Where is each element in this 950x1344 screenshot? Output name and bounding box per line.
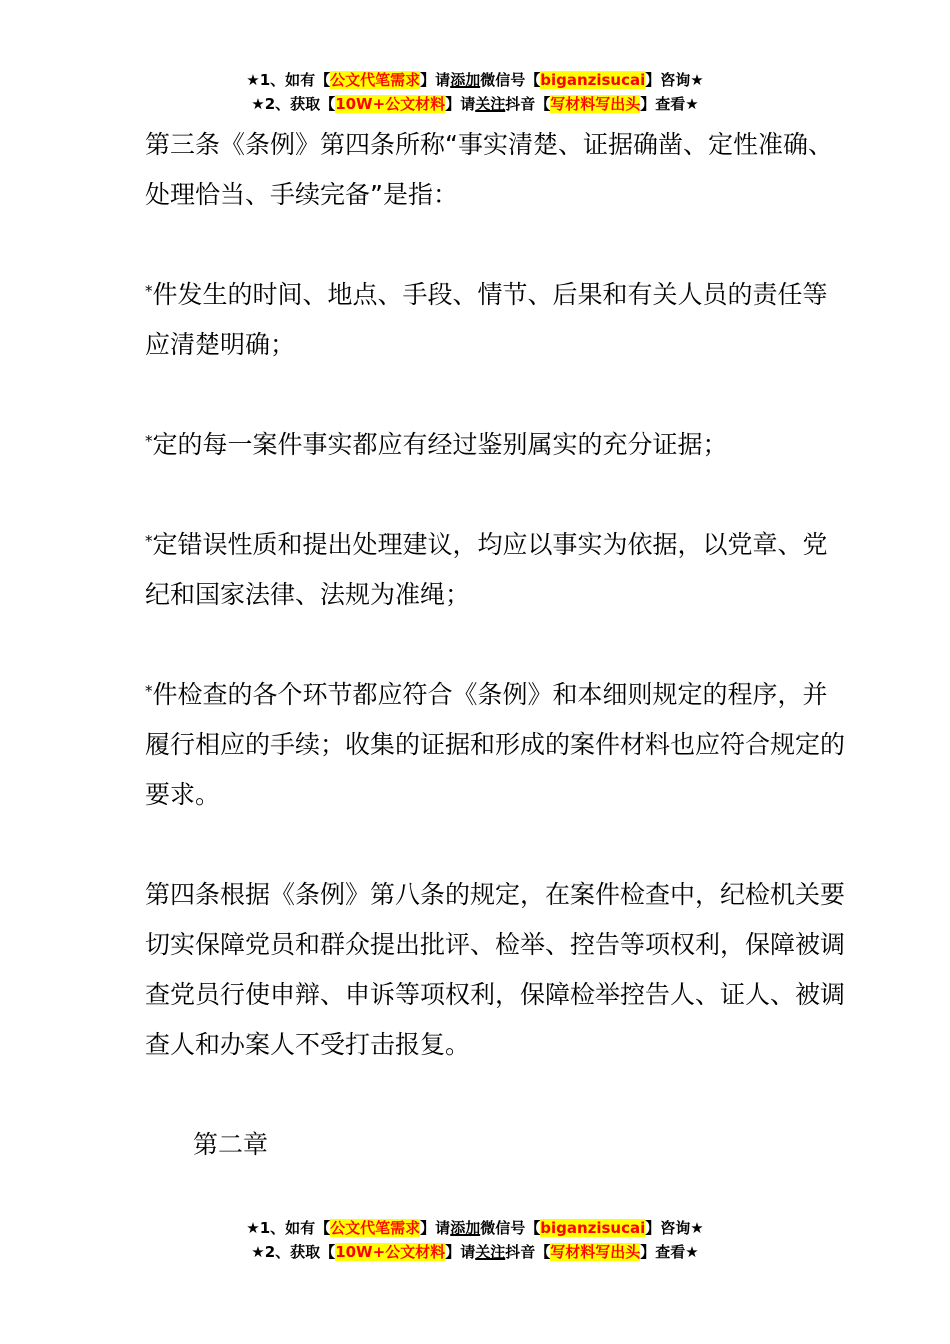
emphasis-add: 添加 [450, 1219, 481, 1237]
list-item: *件发生的时间、地点、手段、情节、后果和有关人员的责任等应清楚明确； [145, 280, 828, 359]
emphasis-follow: 关注 [475, 1243, 506, 1261]
banner-line-2: ★2、获取【10W+公文材料】请关注抖音【写材料写出头】查看★ [251, 1243, 699, 1261]
document-body [145, 120, 845, 1170]
bullet-mark: * [145, 432, 153, 450]
highlight-wechat-id: biganzisucai [540, 1219, 646, 1237]
list-item: *定的每一案件事实都应有经过鉴别属实的充分证据； [145, 430, 728, 459]
highlight-service: 公文代笔需求 [330, 71, 421, 89]
banner-line-1: ★1、如有【公文代笔需求】请添加微信号【biganzisucai】咨询★ [246, 71, 704, 89]
paragraph-article-4: 第四条根据《条例》第八条的规定，在案件检查中，纪检机关要切实保障党员和群众提出批评、检举、控告等项权利，保障被调查党员行使申辩、申诉等项权利，保障检举控告人、证人、被调查人和办案人不受打击报复。 [145, 880, 846, 1059]
banner-line-1: ★1、如有【公文代笔需求】请添加微信号【biganzisucai】咨询★ [246, 1219, 704, 1237]
header-banner [0, 68, 950, 116]
emphasis-follow: 关注 [475, 95, 506, 113]
emphasis-add: 添加 [450, 71, 481, 89]
paragraph-article-3: 第三条《条例》第四条所称“事实清楚、证据确凿、定性准确、处理恰当、手续完备”是指： [145, 130, 833, 209]
bullet-mark: * [145, 682, 153, 700]
highlight-service: 公文代笔需求 [330, 1219, 421, 1237]
list-item: *定错误性质和提出处理建议，均应以事实为依据，以党章、党纪和国家法律、法规为准绳； [145, 530, 828, 609]
bullet-mark: * [145, 282, 153, 300]
highlight-materials: 10W+公文材料 [335, 1243, 446, 1261]
list-item: *件检查的各个环节都应符合《条例》和本细则规定的程序，并履行相应的手续；收集的证据和形成的案件材料也应符合规定的要求。 [145, 680, 846, 809]
footer-banner [0, 1216, 950, 1264]
highlight-wechat-id: biganzisucai [540, 71, 646, 89]
highlight-douyin-account: 写材料写出头 [550, 1243, 641, 1261]
banner-line-2: ★2、获取【10W+公文材料】请关注抖音【写材料写出头】查看★ [251, 95, 699, 113]
bullet-mark: * [145, 532, 153, 550]
highlight-materials: 10W+公文材料 [335, 95, 446, 113]
highlight-douyin-account: 写材料写出头 [550, 95, 641, 113]
chapter-heading: 第二章 [193, 1130, 269, 1159]
